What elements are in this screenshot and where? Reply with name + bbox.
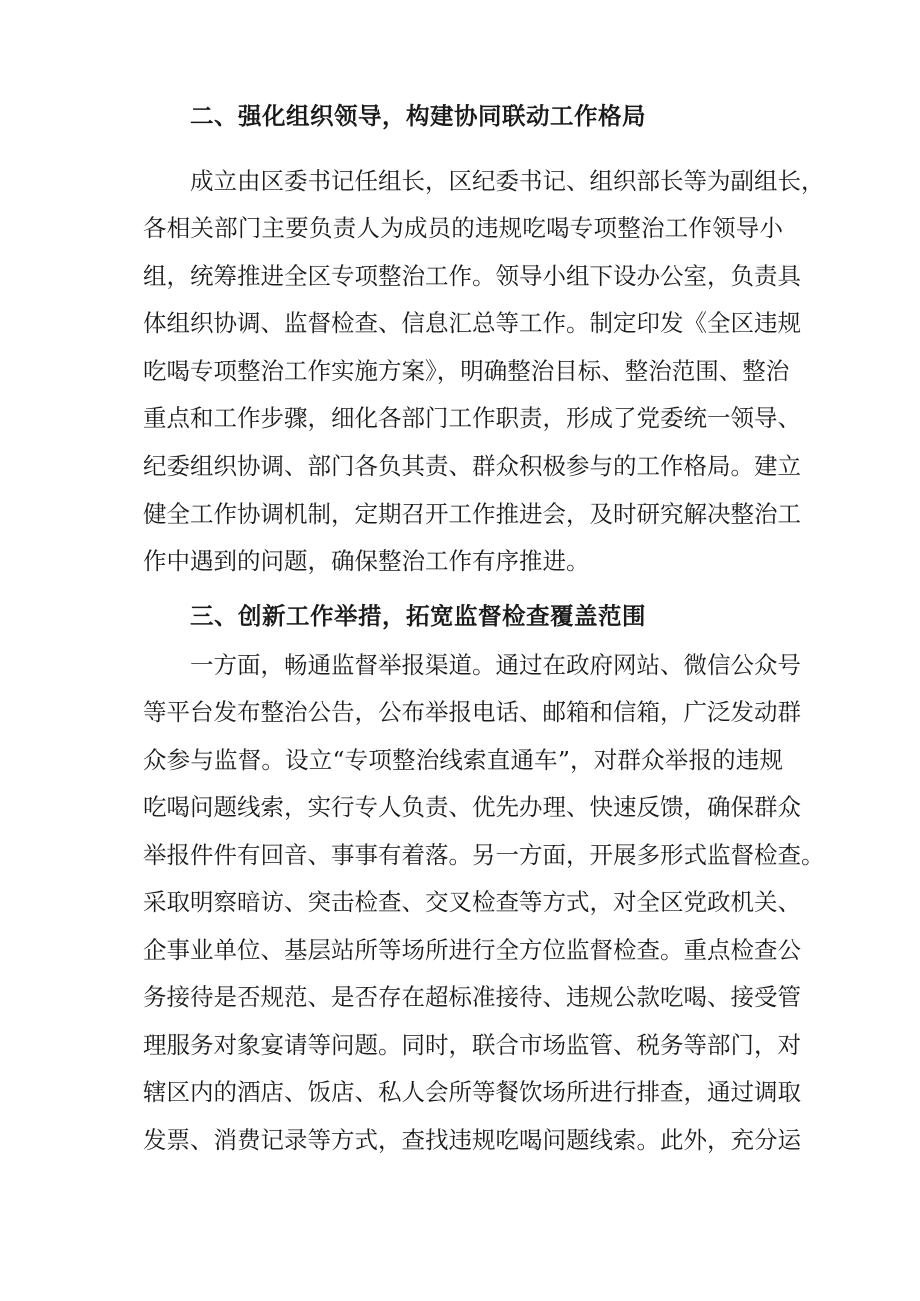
paragraph-line: 发票、消费记录等方式，查找违规吃喝问题线索。此外，充分运 (143, 1126, 801, 1154)
section-heading: 三、创新工作举措，拓宽监督检查覆盖范围 (190, 602, 646, 630)
paragraph-line: 一方面，畅通监督举报渠道。通过在政府网站、微信公众号 (190, 651, 801, 679)
paragraph-line: 企事业单位、基层站所等场所进行全方位监督检查。重点检查公 (143, 936, 801, 964)
paragraph-line: 健全工作协调机制，定期召开工作推进会，及时研究解决整治工 (143, 500, 801, 528)
paragraph-line: 体组织协调、监督检查、信息汇总等工作。制定印发《全区违规 (143, 309, 801, 337)
paragraph-line: 纪委组织协调、部门各负其责、群众积极参与的工作格局。建立 (143, 452, 801, 480)
paragraph-line: 各相关部门主要负责人为成员的违规吃喝专项整治工作领导小 (143, 214, 783, 242)
paragraph-line: 理服务对象宴请等问题。同时，联合市场监管、税务等部门，对 (143, 1031, 801, 1059)
section-heading: 二、强化组织领导，构建协同联动工作格局 (190, 102, 646, 130)
paragraph-line: 吃喝专项整治工作实施方案》，明确整治目标、整治范围、整治 (143, 357, 790, 385)
paragraph-line: 组，统筹推进全区专项整治工作。领导小组下设办公室，负责具 (143, 262, 801, 290)
paragraph-line: 辖区内的酒店、饭店、私人会所等餐饮场所进行排查，通过调取 (143, 1078, 801, 1106)
paragraph-line: 举报件件有回音、事事有着落。另一方面，开展多形式监督检查。 (143, 841, 825, 869)
paragraph-line: 成立由区委书记任组长，区纪委书记、组织部长等为副组长， (190, 167, 825, 195)
paragraph-line: 众参与监督。设立“专项整治线索直通车”，对群众举报的违规 (143, 746, 783, 774)
paragraph-line: 务接待是否规范、是否存在超标准接待、违规公款吃喝、接受管 (143, 983, 801, 1011)
paragraph-line: 吃喝问题线索，实行专人负责、优先办理、快速反馈，确保群众 (143, 793, 801, 821)
paragraph-line: 采取明察暗访、突击检查、交叉检查等方式，对全区党政机关、 (143, 888, 801, 916)
paragraph-line: 等平台发布整治公告，公布举报电话、邮箱和信箱，广泛发动群 (143, 698, 801, 726)
paragraph-line: 重点和工作步骤，细化各部门工作职责，形成了党委统一领导、 (143, 404, 801, 432)
paragraph-line: 作中遇到的问题，确保整治工作有序推进。 (143, 547, 590, 575)
